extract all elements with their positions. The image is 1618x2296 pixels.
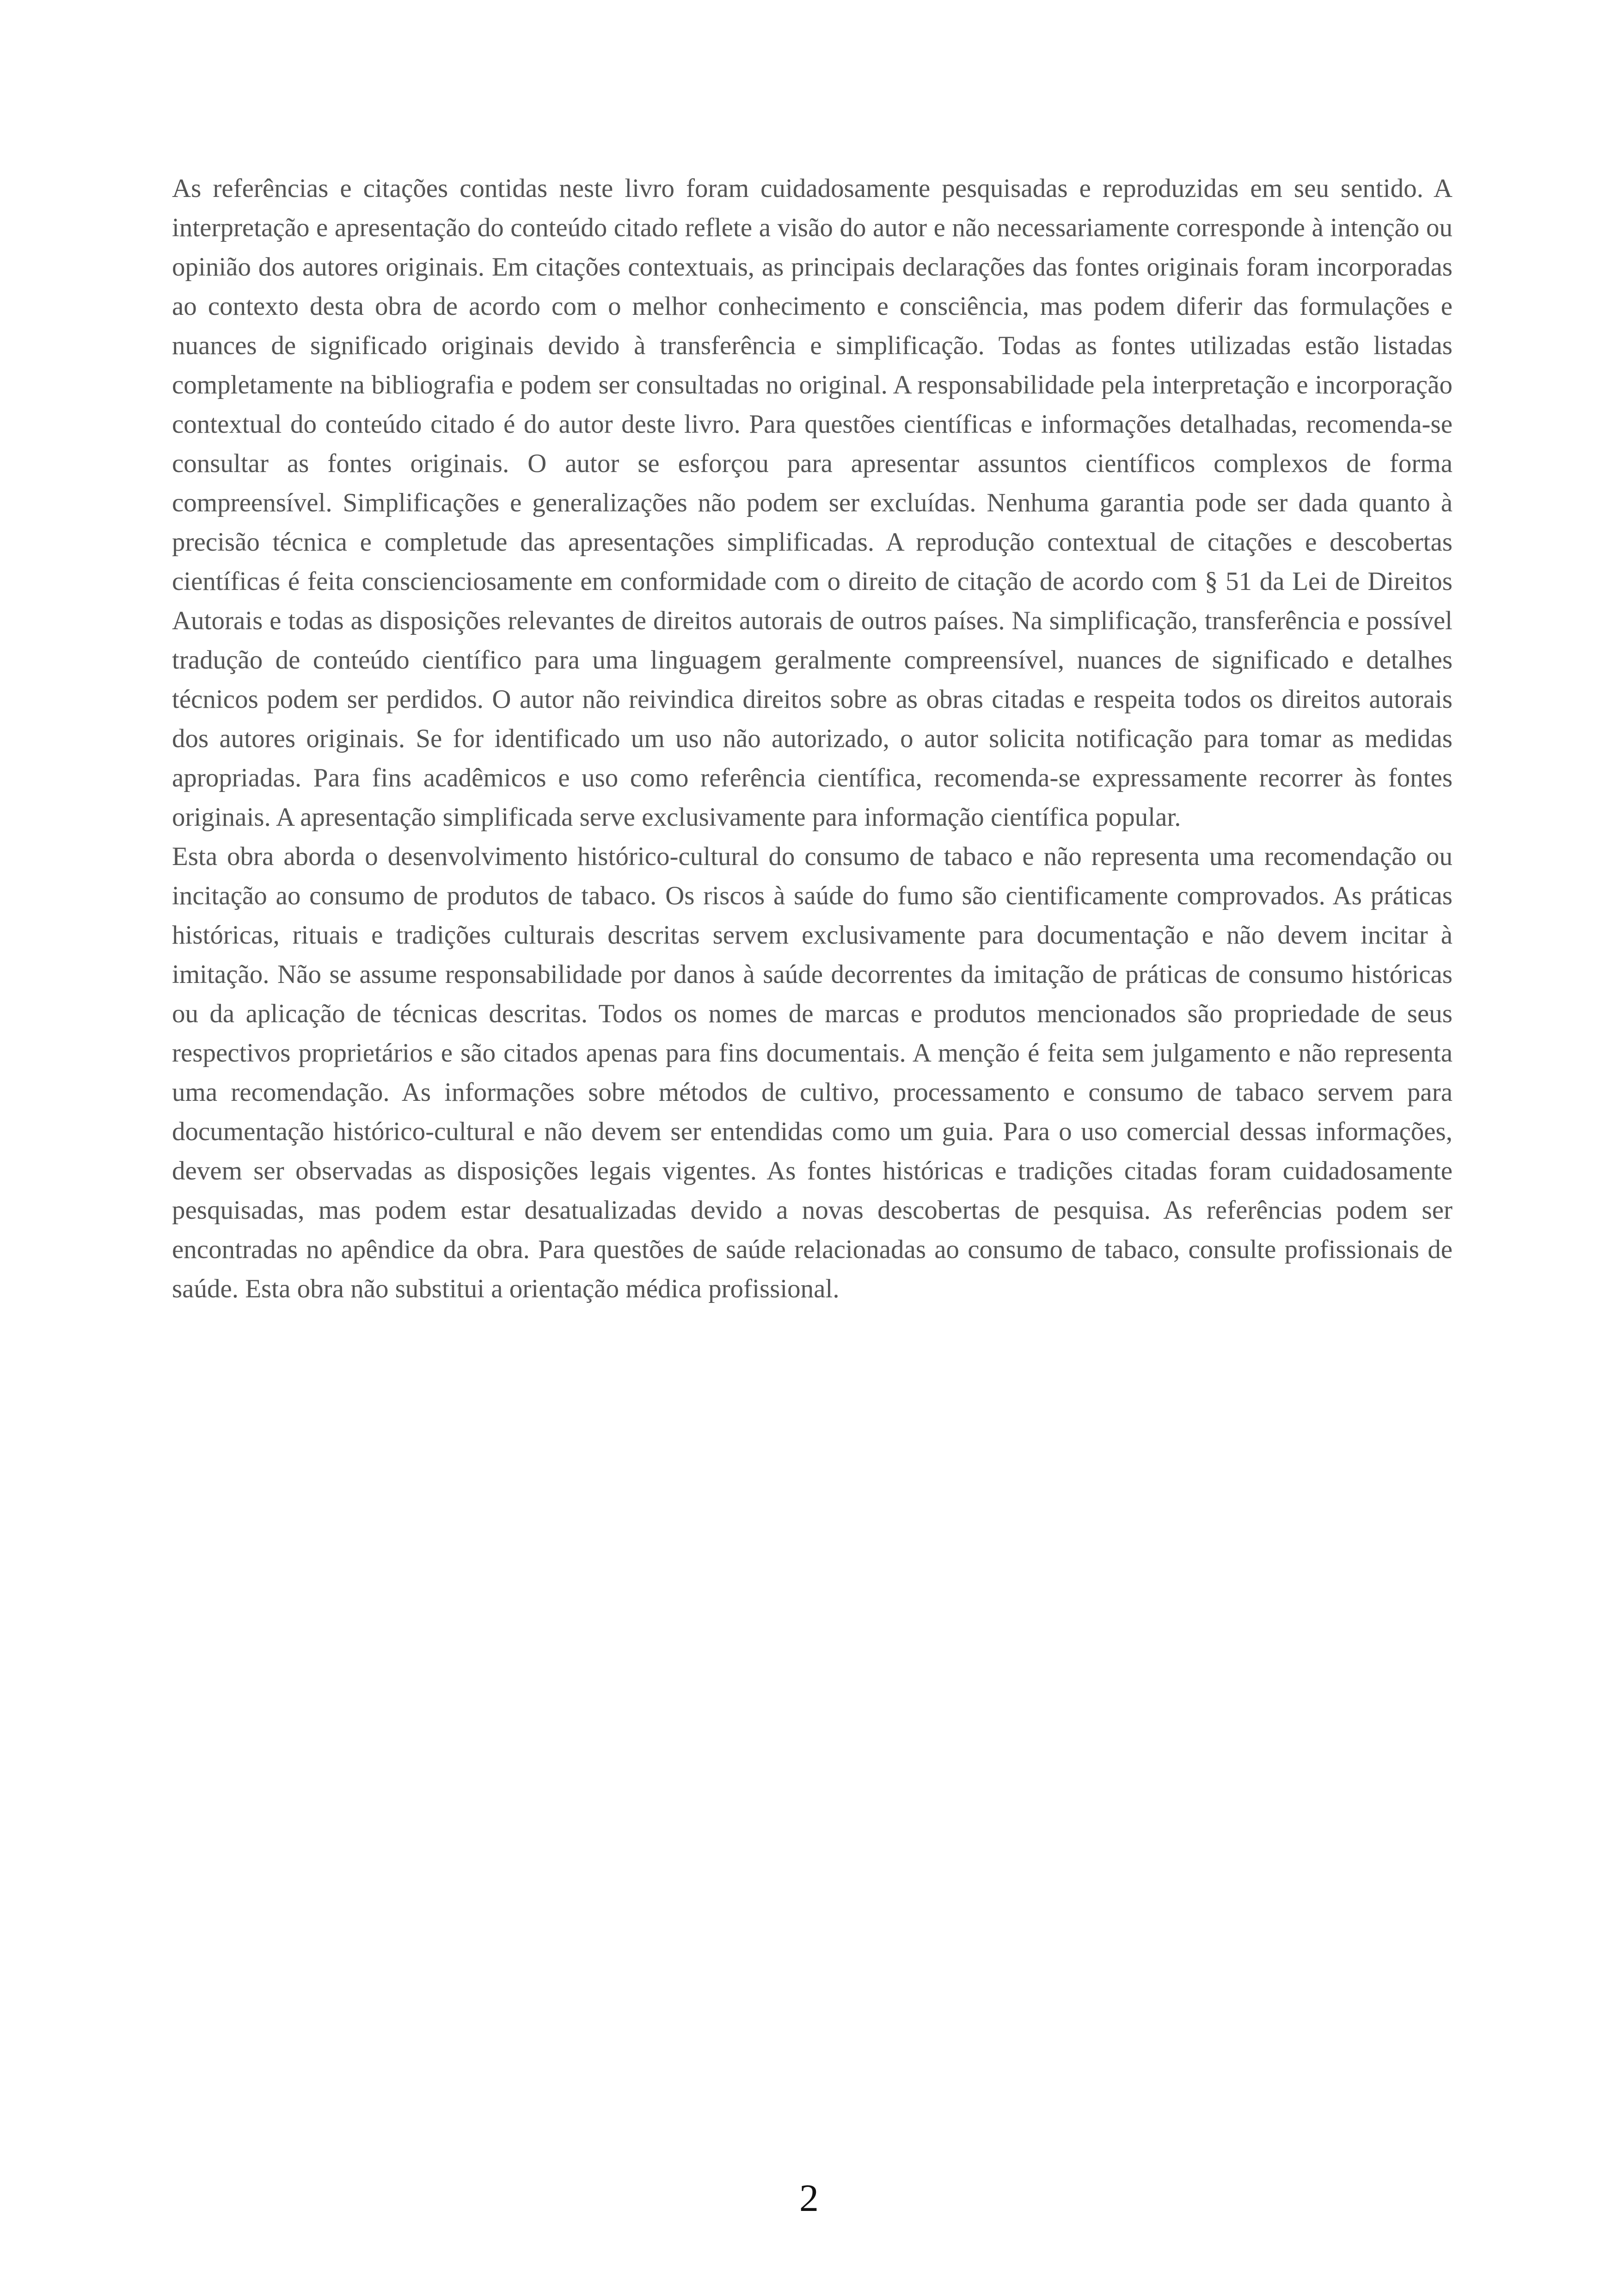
- paragraph-disclaimer-tobacco: Esta obra aborda o desenvolvimento histórico-cultural do consumo de tabaco e não representa uma recomendação ou incitação ao consumo de produtos de tabaco. Os riscos à saúde do fumo são cientificamente comprovados. As práticas históricas, rituais e tradições culturais descritas servem exclusivamente para documentação e não devem incitar à imitação. Não se assume responsabilidade por danos à saúde decorrentes da imitação de práticas de consumo históricas ou da aplicação de técnicas descritas. Todos os nomes de marcas e produtos mencionados são propriedade de seus respectivos proprietários e são citados apenas para fins documentais. A menção é feita sem julgamento e não representa uma recomendação. As informações sobre métodos de cultivo, processamento e consumo de tabaco servem para documentação histórico-cultural e não devem ser entendidas como um guia. Para o uso comercial dessas informações, devem ser observadas as disposições legais vigentes. As fontes históricas e tradições citadas foram cuidadosamente pesquisadas, mas podem estar desatualizadas devido a novas descobertas de pesquisa. As referências podem ser encontradas no apêndice da obra. Para questões de saúde relacionadas ao consumo de tabaco, consulte profissionais de saúde. Esta obra não substitui a orientação médica profissional.: [172, 842, 1453, 1303]
- body-text: [172, 169, 1453, 1308]
- page-number: 2: [799, 2177, 819, 2220]
- paragraph-disclaimer-citations: As referências e citações contidas neste livro foram cuidadosamente pesquisadas e reproduzidas em seu sentido. A interpretação e apresentação do conteúdo citado reflete a visão do autor e não necessariamente corresponde à intenção ou opinião dos autores originais. Em citações contextuais, as principais declarações das fontes originais foram incorporadas ao contexto desta obra de acordo com o melhor conhecimento e consciência, mas podem diferir das formulações e nuances de significado originais devido à transferência e simplificação. Todas as fontes utilizadas estão listadas completamente na bibliografia e podem ser consultadas no original. A responsabilidade pela interpretação e incorporação contextual do conteúdo citado é do autor deste livro. Para questões científicas e informações detalhadas, recomenda-se consultar as fontes originais. O autor se esforçou para apresentar assuntos científicos complexos de forma compreensível. Simplificações e generalizações não podem ser excluídas. Nenhuma garantia pode ser dada quanto à precisão técnica e completude das apresentações simplificadas. A reprodução contextual de citações e descobertas científicas é feita conscienciosamente em conformidade com o direito de citação de acordo com § 51 da Lei de Direitos Autorais e todas as disposições relevantes de direitos autorais de outros países. Na simplificação, transferência e possível tradução de conteúdo científico para uma linguagem geralmente compreensível, nuances de significado e detalhes técnicos podem ser perdidos. O autor não reivindica direitos sobre as obras citadas e respeita todos os direitos autorais dos autores originais. Se for identificado um uso não autorizado, o autor solicita notificação para tomar as medidas apropriadas. Para fins acadêmicos e uso como referência científica, recomenda-se expressamente recorrer às fontes originais. A apresentação simplificada serve exclusivamente para informação científica popular.: [172, 174, 1453, 832]
